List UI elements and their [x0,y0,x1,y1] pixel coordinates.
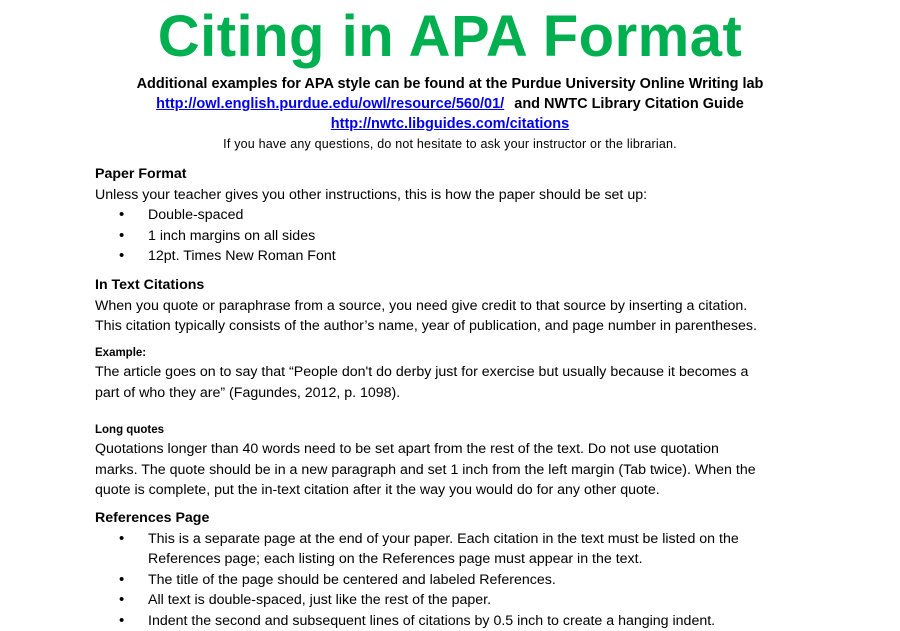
paper-format-heading: Paper Format [95,164,815,185]
purdue-owl-link[interactable]: http://owl.english.purdue.edu/owl/resource/560/01/ [156,96,504,112]
example-heading: Example: [95,345,815,362]
questions-note: If you have any questions, do not hesitate to ask your instructor or the librarian. [0,135,900,153]
long-quotes-heading: Long quotes [95,422,815,439]
nwtc-libguides-link[interactable]: http://nwtc.libguides.com/citations [331,116,569,132]
in-text-citations-section [95,275,815,337]
list-item: • The title of the page should be centered and labeled References. [95,570,815,591]
intro-line: Additional examples for APA style can be found at the Purdue University Online Writing lab [0,74,900,94]
long-quotes-section [95,422,815,501]
references-item-line: References page; each listing on the References page must appear in the text. [148,551,643,567]
in-text-heading: In Text Citations [95,275,815,296]
references-item-line: This is a separate page at the end of your paper. Each citation in the text must be listed on the [148,531,739,547]
list-item: • Indent the second and subsequent lines of citations by 0.5 inch to create a hanging indent. [95,611,815,631]
paper-format-text: Unless your teacher gives you other instructions, this is how the paper should be set up: [95,185,815,206]
page-title: Citing in APA Format [0,2,900,72]
intro-line-suffix: and NWTC Library Citation Guide [514,96,744,112]
list-item: • 1 inch margins on all sides [95,226,815,247]
references-section [95,508,815,631]
in-text-line: This citation typically consists of the author’s name, year of publication, and page number in parentheses. [95,316,815,337]
intro-links-line [0,94,900,114]
example-line: The article goes on to say that “People don't do derby just for exercise but usually because it becomes a [95,362,815,383]
list-item [95,529,815,570]
list-item: • 12pt. Times New Roman Font [95,246,815,267]
paper-format-list [95,205,815,267]
long-quotes-line: quote is complete, put the in-text citation after it the way you would do for any other quote. [95,480,815,501]
in-text-line: When you quote or paraphrase from a source, you need give credit to that source by inserting a citation. [95,296,815,317]
list-item: • Double-spaced [95,205,815,226]
nwtc-link-line [0,114,900,134]
example-section [95,345,815,403]
references-heading: References Page [95,508,815,529]
long-quotes-line: Quotations longer than 40 words need to be set apart from the rest of the text. Do not use quotation [95,439,815,460]
list-item: • All text is double-spaced, just like the rest of the paper. [95,590,815,611]
references-list [95,529,815,631]
long-quotes-line: marks. The quote should be in a new paragraph and set 1 inch from the left margin (Tab twice). When the [95,460,815,481]
example-line: part of who they are” (Fagundes, 2012, p. 1098). [95,383,815,404]
paper-format-section [95,164,815,267]
